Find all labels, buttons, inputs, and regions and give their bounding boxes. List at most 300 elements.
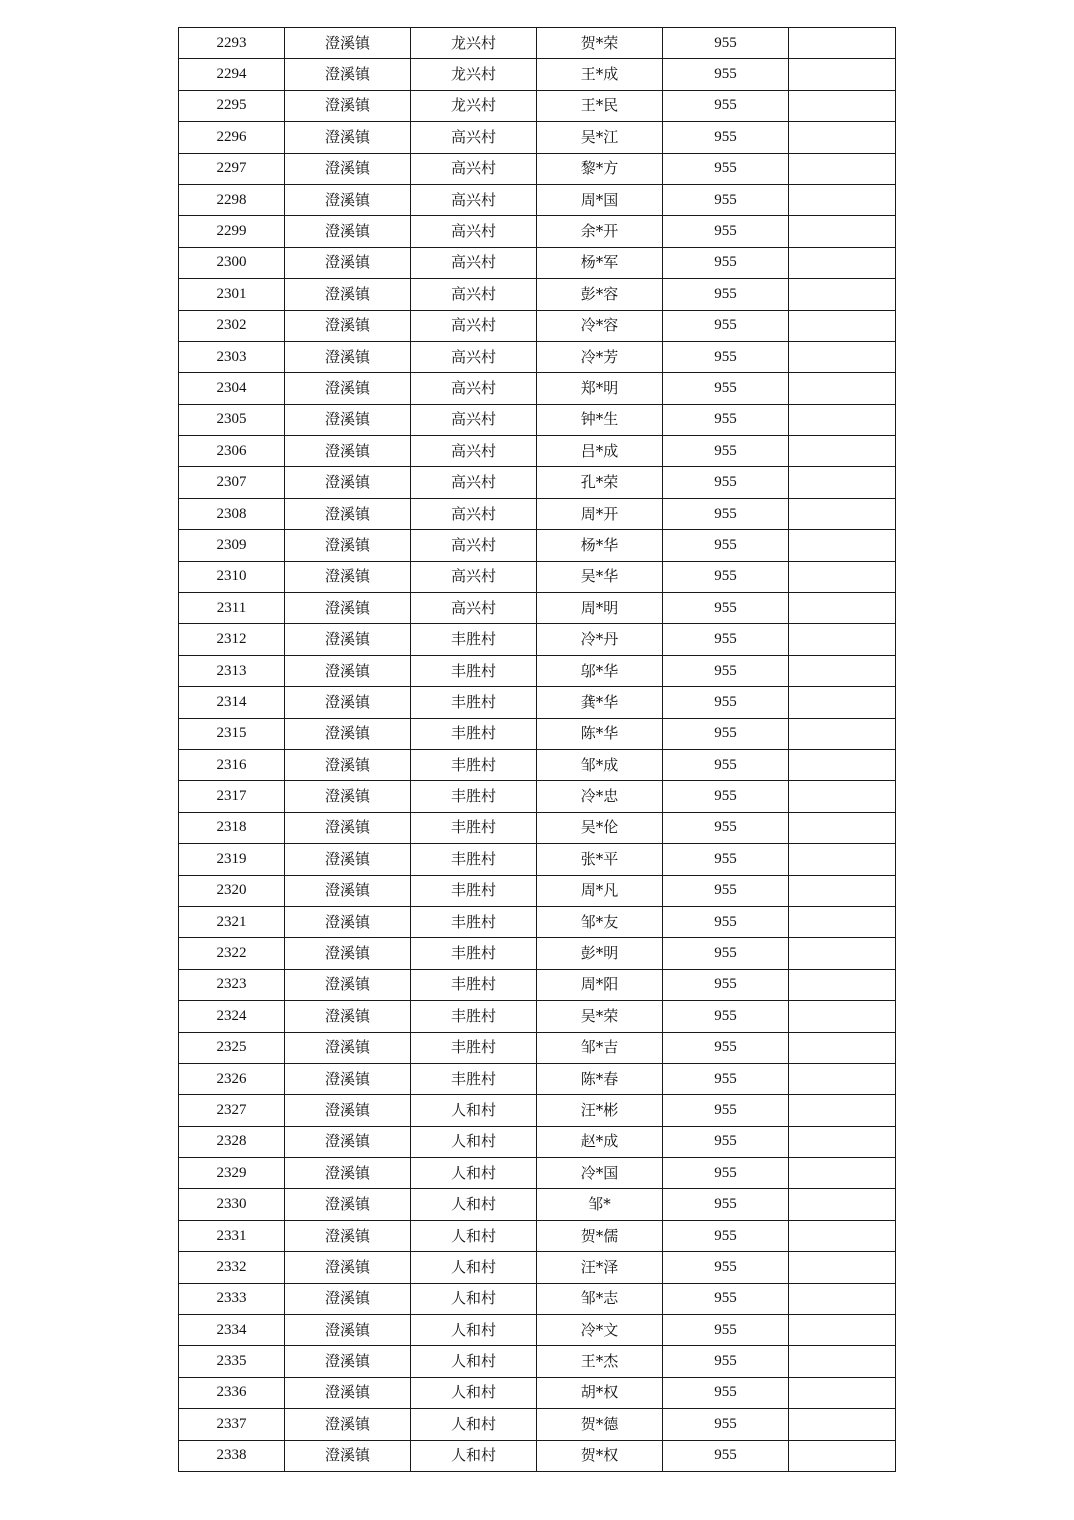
- cell-amount: 955: [663, 1063, 789, 1094]
- cell-seq: 2335: [179, 1346, 285, 1377]
- cell-seq: 2326: [179, 1063, 285, 1094]
- cell-seq: 2314: [179, 687, 285, 718]
- cell-seq: 2297: [179, 153, 285, 184]
- cell-amount: 955: [663, 279, 789, 310]
- cell-name: 张*平: [537, 844, 663, 875]
- cell-note: [789, 906, 896, 937]
- cell-note: [789, 781, 896, 812]
- cell-town: 澄溪镇: [285, 1095, 411, 1126]
- table-row: [179, 624, 896, 655]
- cell-seq: 2327: [179, 1095, 285, 1126]
- cell-amount: 955: [663, 561, 789, 592]
- cell-seq: 2315: [179, 718, 285, 749]
- cell-town: 澄溪镇: [285, 28, 411, 59]
- cell-town: 澄溪镇: [285, 1346, 411, 1377]
- cell-name: 贺*儒: [537, 1220, 663, 1251]
- cell-town: 澄溪镇: [285, 687, 411, 718]
- table-row: [179, 561, 896, 592]
- cell-seq: 2295: [179, 90, 285, 121]
- cell-name: 吴*伦: [537, 812, 663, 843]
- cell-amount: 955: [663, 906, 789, 937]
- cell-amount: 955: [663, 1377, 789, 1408]
- cell-town: 澄溪镇: [285, 655, 411, 686]
- cell-village: 高兴村: [411, 373, 537, 404]
- table-row: [179, 1189, 896, 1220]
- cell-name: 吴*江: [537, 122, 663, 153]
- cell-town: 澄溪镇: [285, 184, 411, 215]
- cell-amount: 955: [663, 28, 789, 59]
- cell-village: 丰胜村: [411, 906, 537, 937]
- cell-town: 澄溪镇: [285, 1283, 411, 1314]
- cell-name: 胡*权: [537, 1377, 663, 1408]
- cell-amount: 955: [663, 749, 789, 780]
- table-row: [179, 1032, 896, 1063]
- table-row: [179, 844, 896, 875]
- cell-name: 贺*德: [537, 1409, 663, 1440]
- cell-seq: 2337: [179, 1409, 285, 1440]
- cell-town: 澄溪镇: [285, 404, 411, 435]
- cell-seq: 2312: [179, 624, 285, 655]
- cell-town: 澄溪镇: [285, 1315, 411, 1346]
- cell-seq: 2334: [179, 1315, 285, 1346]
- cell-seq: 2301: [179, 279, 285, 310]
- data-table: [178, 27, 896, 1472]
- cell-amount: 955: [663, 1283, 789, 1314]
- cell-amount: 955: [663, 1346, 789, 1377]
- cell-town: 澄溪镇: [285, 530, 411, 561]
- cell-amount: 955: [663, 875, 789, 906]
- cell-name: 郑*明: [537, 373, 663, 404]
- cell-seq: 2325: [179, 1032, 285, 1063]
- cell-name: 邹*吉: [537, 1032, 663, 1063]
- cell-note: [789, 624, 896, 655]
- cell-amount: 955: [663, 593, 789, 624]
- cell-seq: 2298: [179, 184, 285, 215]
- cell-seq: 2293: [179, 28, 285, 59]
- cell-village: 龙兴村: [411, 90, 537, 121]
- cell-amount: 955: [663, 90, 789, 121]
- cell-name: 彭*明: [537, 938, 663, 969]
- cell-village: 高兴村: [411, 247, 537, 278]
- cell-seq: 2311: [179, 593, 285, 624]
- cell-note: [789, 561, 896, 592]
- cell-name: 陈*春: [537, 1063, 663, 1094]
- cell-seq: 2303: [179, 341, 285, 372]
- cell-name: 冷*忠: [537, 781, 663, 812]
- cell-amount: 955: [663, 655, 789, 686]
- cell-name: 王*成: [537, 59, 663, 90]
- table-row: [179, 90, 896, 121]
- cell-name: 邬*华: [537, 655, 663, 686]
- table-row: [179, 1063, 896, 1094]
- cell-town: 澄溪镇: [285, 1126, 411, 1157]
- table-row: [179, 749, 896, 780]
- cell-amount: 955: [663, 1440, 789, 1471]
- cell-amount: 955: [663, 1315, 789, 1346]
- table-row: [179, 498, 896, 529]
- table-row: [179, 28, 896, 59]
- cell-seq: 2307: [179, 467, 285, 498]
- cell-town: 澄溪镇: [285, 153, 411, 184]
- table-row: [179, 216, 896, 247]
- cell-note: [789, 718, 896, 749]
- cell-town: 澄溪镇: [285, 122, 411, 153]
- cell-seq: 2317: [179, 781, 285, 812]
- cell-village: 人和村: [411, 1283, 537, 1314]
- cell-village: 高兴村: [411, 184, 537, 215]
- cell-town: 澄溪镇: [285, 593, 411, 624]
- cell-village: 人和村: [411, 1158, 537, 1189]
- cell-seq: 2328: [179, 1126, 285, 1157]
- cell-village: 高兴村: [411, 310, 537, 341]
- table-row: [179, 1315, 896, 1346]
- cell-village: 龙兴村: [411, 28, 537, 59]
- cell-seq: 2294: [179, 59, 285, 90]
- cell-amount: 955: [663, 247, 789, 278]
- cell-village: 人和村: [411, 1126, 537, 1157]
- cell-note: [789, 1283, 896, 1314]
- cell-seq: 2308: [179, 498, 285, 529]
- cell-village: 丰胜村: [411, 844, 537, 875]
- cell-amount: 955: [663, 1158, 789, 1189]
- cell-amount: 955: [663, 844, 789, 875]
- cell-village: 高兴村: [411, 530, 537, 561]
- cell-seq: 2304: [179, 373, 285, 404]
- cell-amount: 955: [663, 59, 789, 90]
- cell-amount: 955: [663, 530, 789, 561]
- cell-note: [789, 498, 896, 529]
- cell-amount: 955: [663, 153, 789, 184]
- cell-town: 澄溪镇: [285, 875, 411, 906]
- cell-note: [789, 938, 896, 969]
- cell-seq: 2309: [179, 530, 285, 561]
- cell-village: 高兴村: [411, 436, 537, 467]
- table-row: [179, 310, 896, 341]
- cell-seq: 2319: [179, 844, 285, 875]
- cell-note: [789, 1001, 896, 1032]
- cell-seq: 2323: [179, 969, 285, 1000]
- cell-seq: 2322: [179, 938, 285, 969]
- cell-name: 周*国: [537, 184, 663, 215]
- cell-village: 高兴村: [411, 404, 537, 435]
- cell-note: [789, 28, 896, 59]
- cell-seq: 2332: [179, 1252, 285, 1283]
- cell-amount: 955: [663, 122, 789, 153]
- cell-note: [789, 1189, 896, 1220]
- cell-note: [789, 1315, 896, 1346]
- cell-amount: 955: [663, 781, 789, 812]
- cell-village: 丰胜村: [411, 969, 537, 1000]
- cell-amount: 955: [663, 184, 789, 215]
- cell-seq: 2310: [179, 561, 285, 592]
- cell-name: 周*开: [537, 498, 663, 529]
- cell-village: 人和村: [411, 1346, 537, 1377]
- cell-village: 人和村: [411, 1189, 537, 1220]
- cell-name: 余*开: [537, 216, 663, 247]
- cell-note: [789, 969, 896, 1000]
- cell-town: 澄溪镇: [285, 1409, 411, 1440]
- cell-village: 龙兴村: [411, 59, 537, 90]
- cell-amount: 955: [663, 436, 789, 467]
- cell-name: 陈*华: [537, 718, 663, 749]
- cell-village: 人和村: [411, 1409, 537, 1440]
- document-page: [178, 27, 895, 1472]
- cell-village: 高兴村: [411, 279, 537, 310]
- table-row: [179, 906, 896, 937]
- cell-seq: 2324: [179, 1001, 285, 1032]
- cell-name: 冷*文: [537, 1315, 663, 1346]
- table-row: [179, 781, 896, 812]
- cell-village: 丰胜村: [411, 624, 537, 655]
- cell-amount: 955: [663, 1220, 789, 1251]
- cell-seq: 2330: [179, 1189, 285, 1220]
- cell-note: [789, 184, 896, 215]
- cell-note: [789, 59, 896, 90]
- cell-name: 吕*成: [537, 436, 663, 467]
- cell-name: 贺*荣: [537, 28, 663, 59]
- table-row: [179, 247, 896, 278]
- cell-amount: 955: [663, 812, 789, 843]
- cell-note: [789, 655, 896, 686]
- cell-amount: 955: [663, 341, 789, 372]
- cell-note: [789, 687, 896, 718]
- cell-village: 人和村: [411, 1440, 537, 1471]
- cell-note: [789, 310, 896, 341]
- table-row: [179, 1126, 896, 1157]
- cell-name: 冷*国: [537, 1158, 663, 1189]
- cell-seq: 2305: [179, 404, 285, 435]
- cell-amount: 955: [663, 1189, 789, 1220]
- cell-name: 冷*丹: [537, 624, 663, 655]
- cell-village: 人和村: [411, 1252, 537, 1283]
- cell-amount: 955: [663, 1095, 789, 1126]
- cell-name: 周*明: [537, 593, 663, 624]
- cell-amount: 955: [663, 216, 789, 247]
- cell-village: 人和村: [411, 1315, 537, 1346]
- cell-seq: 2318: [179, 812, 285, 843]
- cell-note: [789, 875, 896, 906]
- cell-town: 澄溪镇: [285, 718, 411, 749]
- cell-note: [789, 373, 896, 404]
- table-row: [179, 655, 896, 686]
- cell-town: 澄溪镇: [285, 279, 411, 310]
- cell-seq: 2302: [179, 310, 285, 341]
- cell-name: 龚*华: [537, 687, 663, 718]
- cell-town: 澄溪镇: [285, 749, 411, 780]
- cell-village: 高兴村: [411, 498, 537, 529]
- cell-note: [789, 1220, 896, 1251]
- cell-name: 冷*芳: [537, 341, 663, 372]
- cell-village: 高兴村: [411, 561, 537, 592]
- cell-name: 汪*泽: [537, 1252, 663, 1283]
- table-row: [179, 1220, 896, 1251]
- table-row: [179, 436, 896, 467]
- cell-note: [789, 1252, 896, 1283]
- cell-town: 澄溪镇: [285, 1001, 411, 1032]
- cell-name: 彭*容: [537, 279, 663, 310]
- cell-name: 邹*友: [537, 906, 663, 937]
- cell-note: [789, 593, 896, 624]
- cell-town: 澄溪镇: [285, 373, 411, 404]
- cell-name: 贺*权: [537, 1440, 663, 1471]
- table-row: [179, 1377, 896, 1408]
- table-row: [179, 467, 896, 498]
- cell-name: 邹*: [537, 1189, 663, 1220]
- table-row: [179, 593, 896, 624]
- cell-amount: 955: [663, 404, 789, 435]
- cell-village: 丰胜村: [411, 1001, 537, 1032]
- cell-name: 周*凡: [537, 875, 663, 906]
- cell-seq: 2336: [179, 1377, 285, 1408]
- table-row: [179, 1409, 896, 1440]
- table-row: [179, 184, 896, 215]
- cell-name: 杨*军: [537, 247, 663, 278]
- cell-town: 澄溪镇: [285, 812, 411, 843]
- table-row: [179, 812, 896, 843]
- cell-note: [789, 1095, 896, 1126]
- cell-name: 赵*成: [537, 1126, 663, 1157]
- cell-note: [789, 1377, 896, 1408]
- cell-seq: 2296: [179, 122, 285, 153]
- table-row: [179, 938, 896, 969]
- cell-note: [789, 749, 896, 780]
- cell-name: 黎*方: [537, 153, 663, 184]
- cell-note: [789, 1346, 896, 1377]
- cell-town: 澄溪镇: [285, 781, 411, 812]
- table-row: [179, 59, 896, 90]
- cell-note: [789, 530, 896, 561]
- cell-village: 丰胜村: [411, 1032, 537, 1063]
- cell-note: [789, 216, 896, 247]
- cell-amount: 955: [663, 498, 789, 529]
- cell-town: 澄溪镇: [285, 436, 411, 467]
- cell-amount: 955: [663, 373, 789, 404]
- cell-village: 高兴村: [411, 341, 537, 372]
- cell-village: 人和村: [411, 1095, 537, 1126]
- cell-town: 澄溪镇: [285, 1063, 411, 1094]
- cell-note: [789, 404, 896, 435]
- cell-name: 邹*成: [537, 749, 663, 780]
- cell-seq: 2333: [179, 1283, 285, 1314]
- cell-amount: 955: [663, 1126, 789, 1157]
- table-row: [179, 1346, 896, 1377]
- cell-seq: 2338: [179, 1440, 285, 1471]
- cell-name: 王*民: [537, 90, 663, 121]
- cell-name: 汪*彬: [537, 1095, 663, 1126]
- cell-seq: 2320: [179, 875, 285, 906]
- cell-village: 高兴村: [411, 216, 537, 247]
- cell-village: 丰胜村: [411, 938, 537, 969]
- cell-name: 杨*华: [537, 530, 663, 561]
- cell-name: 周*阳: [537, 969, 663, 1000]
- cell-name: 孔*荣: [537, 467, 663, 498]
- cell-amount: 955: [663, 1032, 789, 1063]
- cell-town: 澄溪镇: [285, 341, 411, 372]
- cell-village: 人和村: [411, 1377, 537, 1408]
- cell-note: [789, 1063, 896, 1094]
- cell-village: 高兴村: [411, 593, 537, 624]
- table-row: [179, 153, 896, 184]
- cell-seq: 2329: [179, 1158, 285, 1189]
- cell-town: 澄溪镇: [285, 906, 411, 937]
- table-row: [179, 1440, 896, 1471]
- table-row: [179, 279, 896, 310]
- cell-name: 吴*荣: [537, 1001, 663, 1032]
- cell-town: 澄溪镇: [285, 1440, 411, 1471]
- table-body: [179, 28, 896, 1472]
- cell-note: [789, 1440, 896, 1471]
- cell-seq: 2300: [179, 247, 285, 278]
- cell-note: [789, 122, 896, 153]
- cell-note: [789, 1158, 896, 1189]
- cell-town: 澄溪镇: [285, 59, 411, 90]
- cell-village: 高兴村: [411, 153, 537, 184]
- cell-seq: 2321: [179, 906, 285, 937]
- cell-amount: 955: [663, 969, 789, 1000]
- cell-note: [789, 1032, 896, 1063]
- cell-amount: 955: [663, 310, 789, 341]
- cell-note: [789, 812, 896, 843]
- cell-village: 丰胜村: [411, 749, 537, 780]
- table-row: [179, 969, 896, 1000]
- cell-name: 钟*生: [537, 404, 663, 435]
- cell-seq: 2313: [179, 655, 285, 686]
- cell-name: 邹*志: [537, 1283, 663, 1314]
- cell-village: 丰胜村: [411, 781, 537, 812]
- cell-name: 王*杰: [537, 1346, 663, 1377]
- cell-village: 高兴村: [411, 122, 537, 153]
- cell-amount: 955: [663, 1409, 789, 1440]
- cell-town: 澄溪镇: [285, 969, 411, 1000]
- cell-amount: 955: [663, 687, 789, 718]
- table-row: [179, 718, 896, 749]
- cell-amount: 955: [663, 624, 789, 655]
- cell-town: 澄溪镇: [285, 498, 411, 529]
- table-row: [179, 1252, 896, 1283]
- cell-note: [789, 153, 896, 184]
- cell-amount: 955: [663, 1252, 789, 1283]
- table-row: [179, 122, 896, 153]
- cell-town: 澄溪镇: [285, 1220, 411, 1251]
- cell-note: [789, 1126, 896, 1157]
- cell-amount: 955: [663, 718, 789, 749]
- cell-town: 澄溪镇: [285, 90, 411, 121]
- cell-town: 澄溪镇: [285, 844, 411, 875]
- cell-name: 冷*容: [537, 310, 663, 341]
- cell-village: 丰胜村: [411, 718, 537, 749]
- cell-note: [789, 844, 896, 875]
- cell-village: 丰胜村: [411, 655, 537, 686]
- table-row: [179, 1001, 896, 1032]
- cell-village: 丰胜村: [411, 812, 537, 843]
- cell-town: 澄溪镇: [285, 216, 411, 247]
- cell-note: [789, 90, 896, 121]
- table-row: [179, 875, 896, 906]
- table-row: [179, 341, 896, 372]
- cell-town: 澄溪镇: [285, 561, 411, 592]
- cell-town: 澄溪镇: [285, 1252, 411, 1283]
- cell-town: 澄溪镇: [285, 1377, 411, 1408]
- table-row: [179, 404, 896, 435]
- cell-note: [789, 247, 896, 278]
- cell-town: 澄溪镇: [285, 938, 411, 969]
- table-row: [179, 1095, 896, 1126]
- cell-seq: 2331: [179, 1220, 285, 1251]
- table-row: [179, 373, 896, 404]
- cell-name: 吴*华: [537, 561, 663, 592]
- cell-town: 澄溪镇: [285, 1032, 411, 1063]
- cell-town: 澄溪镇: [285, 1189, 411, 1220]
